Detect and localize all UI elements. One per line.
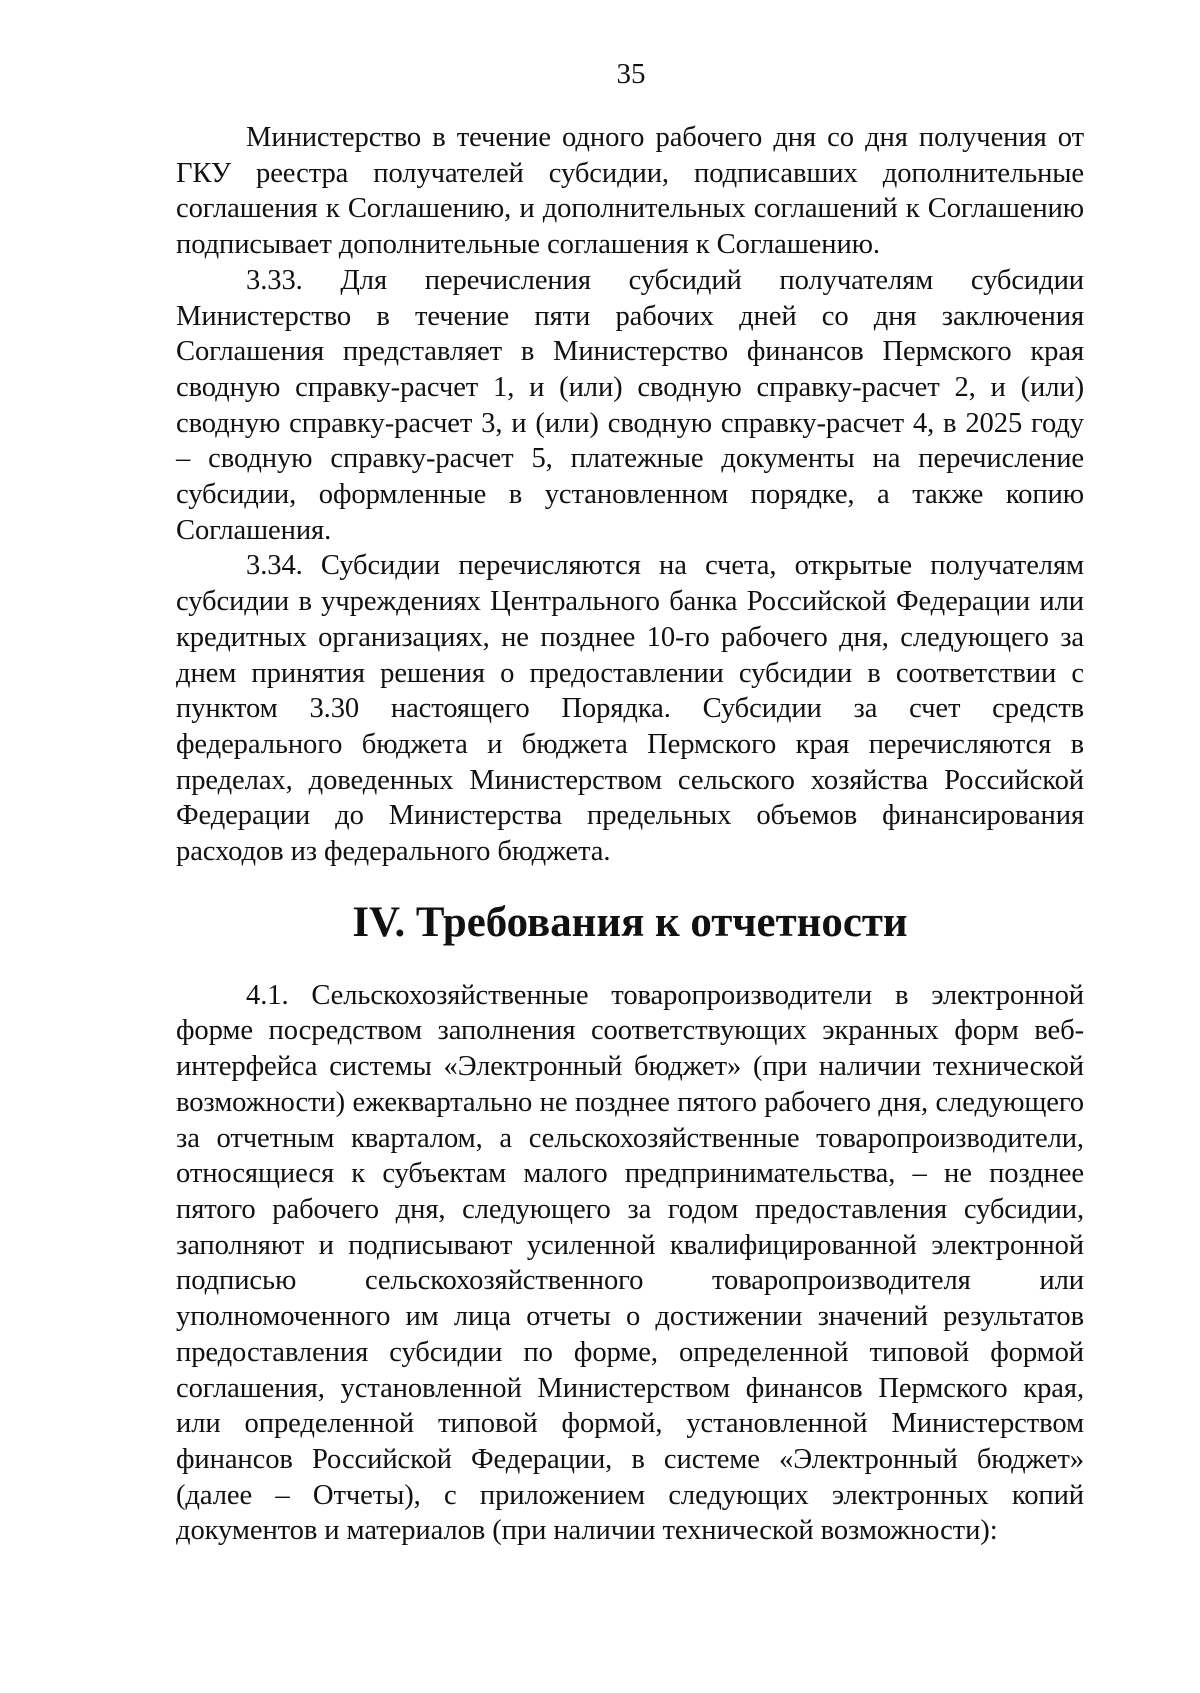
paragraph-3-33: 3.33. Для перечисления субсидий получателям субсидии Министерство в течение пяти рабочих дней со дня заключения Соглашения представляет в Министерство финансов Пермского края сводную справку-расчет 1, и (или) сводную справку-расчет 2, и (или) сводную справку-расчет 3, и (или) сводную справку-расчет 4, в 2025 году – сводную справку-расчет 5, платежные документы на перечисление субсидии, оформленные в установленном порядке, а также копию Соглашения. (176, 264, 1084, 546)
page-number: 35 (616, 58, 646, 90)
section-heading: IV. Требования к отчетности (352, 898, 908, 946)
paragraph-4-1: 4.1. Сельскохозяйственные товаропроизводители в электронной форме посредством заполнения соответствующих экранных форм веб-интерфейса системы «Электронный бюджет» (при наличии технической возможности) ежеквартально не позднее пятого рабочего дня, следующего за отчетным кварталом, а сельскохозяйственные товаропроизводители, относящиеся к субъектам малого предпринимательства, – не позднее пятого рабочего дня, следующего за годом предоставления субсидии, заполняют и подписывают усиленной квалифицированной электронной подписью сельскохозяйственного товаропроизводителя или уполномоченного им лица отчеты о достижении значений результатов предоставления субсидии по форме, определенной типовой формой соглашения, установленной Министерством финансов Пермского края, или определенной типовой формой, установленной Министерством финансов Российской Федерации, в системе «Электронный бюджет» (далее – Отчеты), с приложением следующих электронных копий документов и материалов (при наличии технической возможности): (176, 979, 1084, 1547)
document-body (176, 120, 1084, 1549)
paragraph-3-34: 3.34. Субсидии перечисляются на счета, открытые получателям субсидии в учреждениях Центрального банка Российской Федерации или кредитных организациях, не позднее 10-го рабочего дня, следующего за днем принятия решения о предоставлении субсидии в соответствии с пунктом 3.30 настоящего Порядка. Субсидии за счет средств федерального бюджета и бюджета Пермского края перечисляются в пределах, доведенных Министерством сельского хозяйства Российской Федерации до Министерства предельных объемов финансирования расходов из федерального бюджета. (176, 550, 1084, 868)
spacer (176, 941, 1084, 978)
paragraph-ministry-signing: Министерство в течение одного рабочего дня со дня получения от ГКУ реестра получателей субсидии, подписавших дополнительные соглашения к Соглашению, и дополнительных соглашений к Соглашению подписывает дополнительные соглашения к Соглашению. (176, 122, 1084, 261)
